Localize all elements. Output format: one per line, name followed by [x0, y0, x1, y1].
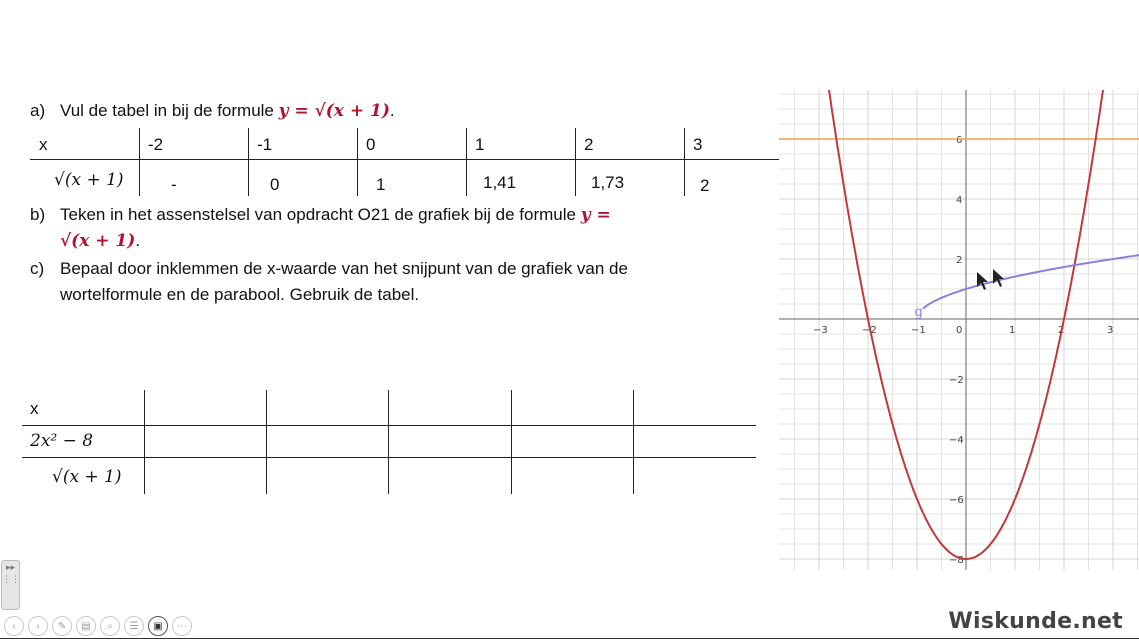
x-tick-label: −3 [813, 325, 828, 336]
table-header-x: x [39, 135, 48, 154]
table-intersection [22, 390, 756, 496]
x-tick-label: 1 [1009, 325, 1016, 336]
bottom-toolbar [4, 616, 192, 636]
question-b-end: . [135, 231, 141, 250]
y-tick-label: −2 [949, 375, 964, 386]
question-a-label: a) [30, 101, 46, 120]
graph-canvas[interactable] [779, 90, 1139, 570]
table-cell-root: 1 [376, 175, 386, 194]
table2-row-x: x [30, 399, 39, 418]
curve-label-g: g [914, 305, 923, 320]
table-cell-root: 0 [270, 175, 280, 194]
table2-empty-cell[interactable] [145, 390, 266, 425]
table2-empty-cell[interactable] [634, 390, 755, 425]
y-tick-label: −6 [949, 495, 964, 506]
table-cell-x: 2 [584, 135, 594, 154]
table-cell-root: 1,73 [591, 173, 625, 192]
x-tick-label: 0 [956, 325, 963, 336]
table-divider [22, 457, 756, 458]
table-divider [466, 128, 467, 196]
question-b-formula-start: y = [580, 205, 611, 225]
x-tick-label: −2 [862, 325, 877, 336]
table-cell-x: -2 [148, 135, 164, 154]
table-cell-x: 0 [366, 135, 376, 154]
question-b-text: Teken in het assenstelsel van opdracht O21 de grafiek bij de formule [60, 205, 576, 224]
y-tick-label: −8 [949, 555, 964, 566]
question-b-label: b) [30, 205, 46, 224]
question-c-label: c) [30, 259, 45, 278]
question-c-line2: wortelformule en de parabool. Gebruik de tabel. [60, 285, 420, 304]
table2-row-parabola: 2x² − 8 [30, 431, 94, 451]
more-icon[interactable]: ⋯ [172, 616, 192, 636]
table-values [30, 128, 780, 198]
question-c [30, 256, 750, 308]
table-divider [575, 128, 576, 196]
table2-empty-cell[interactable] [267, 390, 388, 425]
table-divider [30, 159, 780, 160]
menu-icon[interactable]: ☰ [124, 616, 144, 636]
next-icon[interactable]: › [28, 616, 48, 636]
brand-logo: Wiskunde.net [948, 609, 1123, 634]
table-cell-root: - [171, 175, 177, 194]
y-tick-label: −4 [949, 435, 964, 446]
x-tick-label: 2 [1058, 325, 1065, 336]
table2-row-root: √(x + 1) [52, 467, 122, 487]
camera-icon[interactable]: ▣ [148, 616, 168, 636]
table-divider [684, 128, 685, 196]
grip-icon: ⋮⋮ [2, 574, 20, 584]
y-tick-label: 6 [956, 135, 963, 146]
question-b [30, 202, 730, 254]
slides-icon[interactable]: ▤ [76, 616, 96, 636]
graph-panel[interactable] [779, 90, 1139, 570]
side-panel-toggle[interactable] [1, 560, 20, 610]
double-chevron-icon: ▸▸ [5, 562, 16, 572]
table-divider [139, 128, 140, 196]
bottom-divider [0, 638, 1139, 639]
y-tick-label: 4 [956, 195, 963, 206]
table-divider [248, 128, 249, 196]
y-tick-label: 2 [956, 255, 963, 266]
table-cell-root: 2 [700, 176, 710, 195]
question-a-text: Vul de tabel in bij de formule [60, 101, 274, 120]
table2-empty-cell[interactable] [389, 390, 510, 425]
table-cell-x: -1 [257, 135, 273, 154]
question-a [30, 98, 395, 124]
table-divider [22, 425, 756, 426]
question-a-end: . [389, 101, 395, 120]
pen-icon[interactable]: ✎ [52, 616, 72, 636]
question-c-line1: Bepaal door inklemmen de x-waarde van het snijpunt van de grafiek van de [60, 259, 628, 278]
x-tick-label: −1 [911, 325, 926, 336]
table-divider [357, 128, 358, 196]
zoom-icon[interactable]: ⌕ [100, 616, 120, 636]
x-tick-label: 3 [1107, 325, 1114, 336]
graph-ticks [813, 135, 1113, 566]
prev-icon[interactable]: ‹ [4, 616, 24, 636]
table-cell-x: 1 [475, 135, 485, 154]
table-cell-x: 3 [693, 135, 703, 154]
table-header-root: √(x + 1) [54, 170, 124, 190]
question-a-formula: y = √(x + 1) [278, 101, 390, 121]
question-b-formula-end: √(x + 1) [60, 231, 136, 251]
table-cell-root: 1,41 [483, 173, 517, 192]
table2-empty-cell[interactable] [512, 390, 633, 425]
